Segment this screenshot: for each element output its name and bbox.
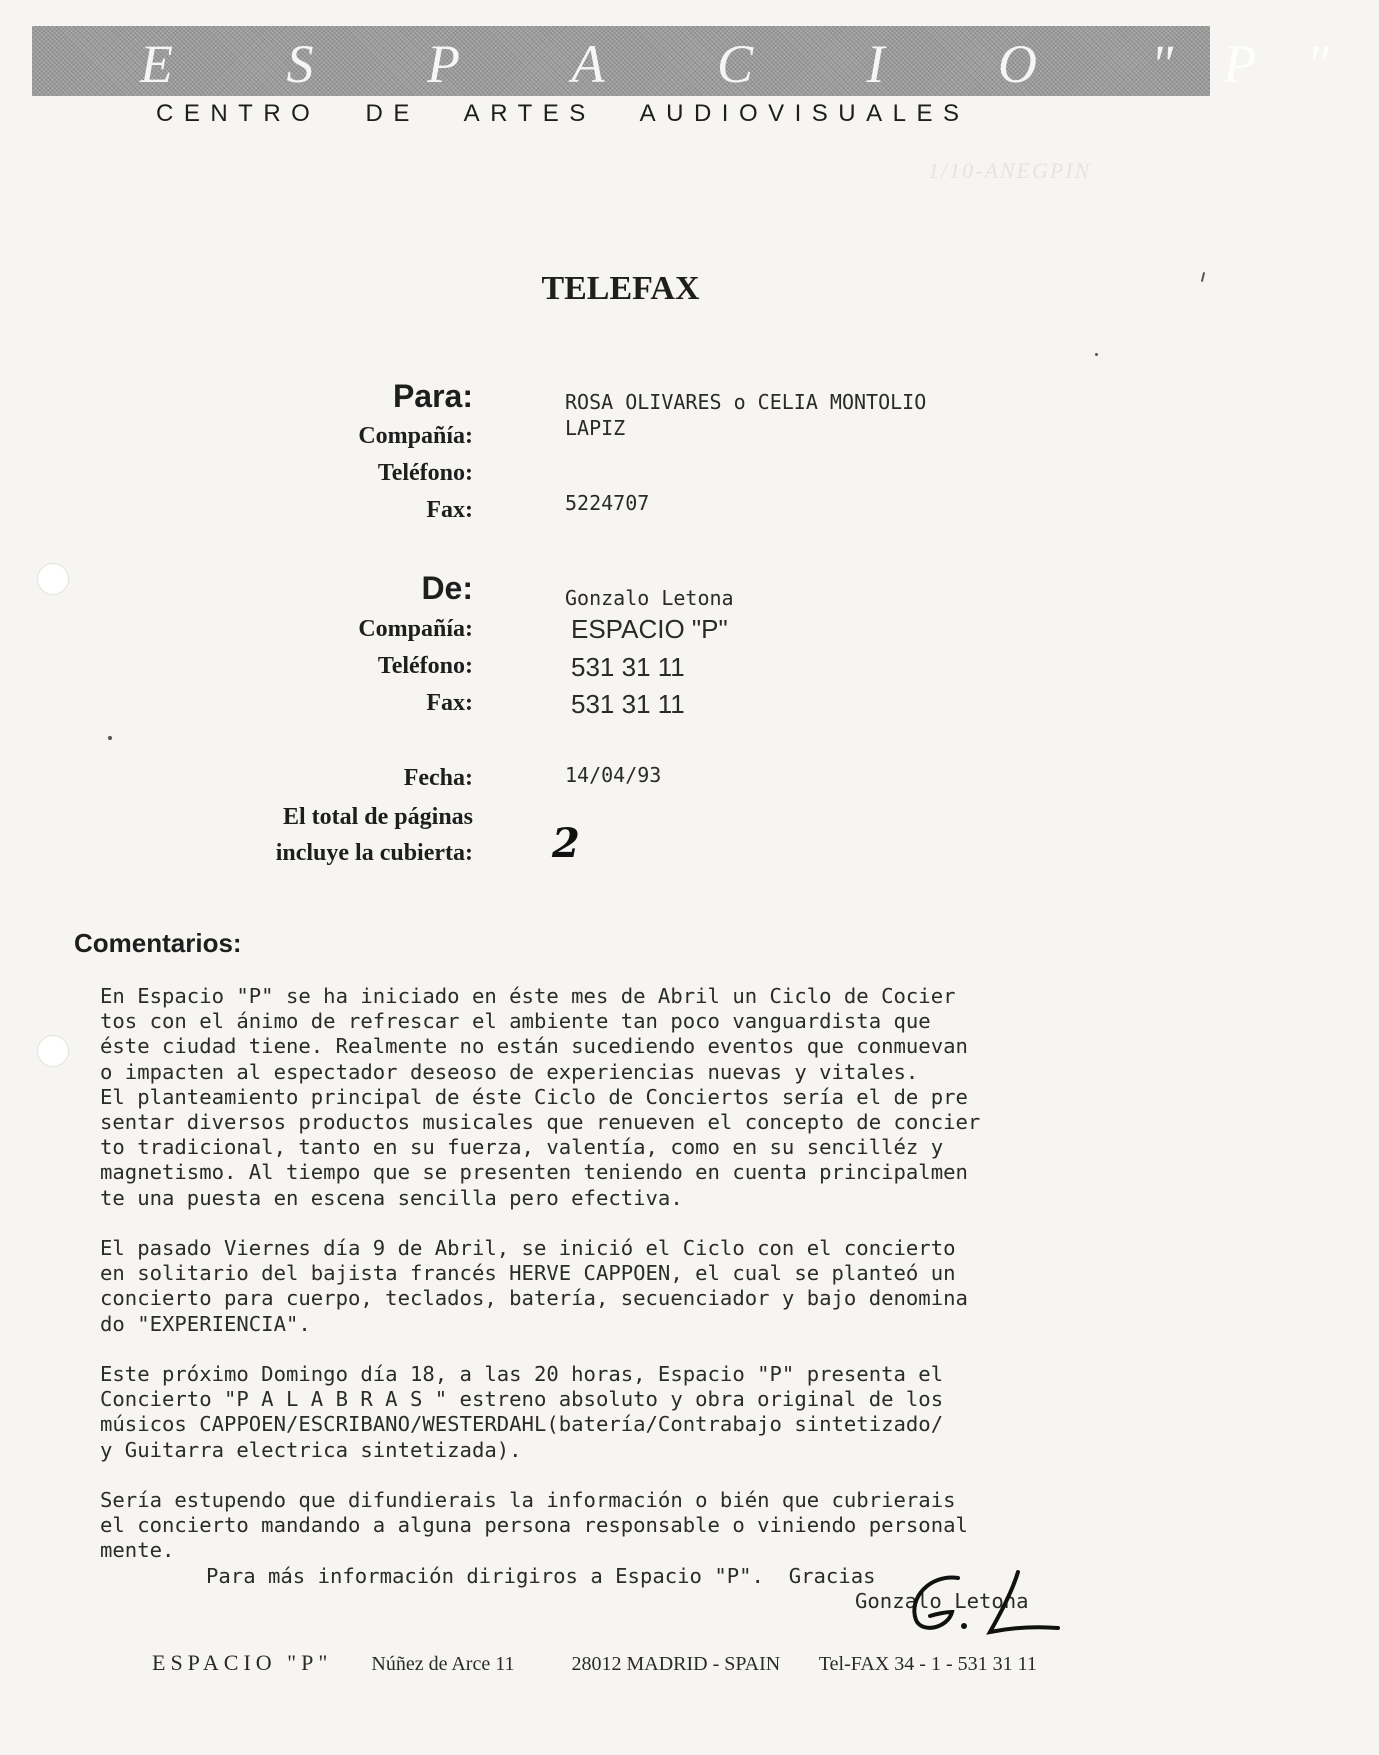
comments-paragraph: En Espacio "P" se ha iniciado en éste mes de Abril un Ciclo de Cocier tos con el ánimo de refrescar el ambiente tan poco vanguardista que éste ciudad tiene. Realmente no están sucediendo eventos que conmuevan o impacten al espectador deseoso de experiencias nuevas y vitales. El planteamiento principal de éste Ciclo de Conciertos sería el de pre sentar diversos productos musicales que renueven el concepto de concier to tradicional, tanto en su fuerza, valentía, como en su sencilléz y magnetismo. Al tiempo que se presenten teniendo en cuenta principalmen te una puesta en escena sencilla pero efectiva. bbox=[100, 984, 981, 1210]
footer-telfax: Tel-FAX 34 - 1 - 531 31 11 bbox=[818, 1653, 1037, 1675]
handwritten-signature bbox=[900, 1568, 1070, 1646]
letterhead-banner-text: E S P A C I O "P" bbox=[140, 34, 1379, 94]
sender-company-label: Compañía: bbox=[358, 616, 473, 642]
punch-hole bbox=[38, 1036, 68, 1066]
faint-handwritten-note: 1/10-ANEGPIN bbox=[928, 158, 1092, 183]
comments-body bbox=[100, 984, 1180, 1614]
recipient-heading: Para: bbox=[392, 378, 473, 414]
comments-paragraph: El pasado Viernes día 9 de Abril, se inició el Ciclo con el concierto en solitario del bajista francés HERVE CAPPOEN, el cual se planteó un concierto para cuerpo, teclados, batería, secuenciador y bajo denomina do "EXPERIENCIA". bbox=[100, 1236, 968, 1336]
footer-name: ESPACIO "P" bbox=[152, 1650, 333, 1675]
recipient-phone-label: Teléfono: bbox=[377, 460, 473, 486]
comments-heading: Comentarios: bbox=[74, 928, 242, 958]
date-value: 14/04/93 bbox=[565, 763, 662, 787]
footer-address: Núñez de Arce 11 bbox=[371, 1653, 515, 1675]
paper-speck bbox=[108, 736, 112, 740]
letterhead-banner bbox=[32, 26, 1379, 96]
date-label: Fecha: bbox=[403, 765, 473, 791]
recipient-fax-label: Fax: bbox=[426, 497, 473, 523]
sender-heading: De: bbox=[421, 570, 473, 606]
sender-phone-label: Teléfono: bbox=[377, 653, 473, 679]
recipient-fax: 5224707 bbox=[565, 491, 650, 515]
letterhead-subtitle: CENTRO DE ARTES AUDIOVISUALES bbox=[156, 100, 970, 127]
paper-speck bbox=[1095, 353, 1098, 356]
footer-city: 28012 MADRID - SPAIN bbox=[571, 1653, 781, 1675]
sender-phone: 531 31 11 bbox=[571, 652, 685, 682]
page-count-label-line2: incluye la cubierta: bbox=[275, 840, 473, 866]
recipient-company-label: Compañía: bbox=[358, 423, 473, 449]
page-count-value: 2 bbox=[552, 820, 580, 867]
sender-name: Gonzalo Letona bbox=[565, 586, 734, 610]
closing-signature-name: Gonzalo Letona bbox=[855, 1588, 1029, 1613]
page-title: TELEFAX bbox=[541, 270, 700, 307]
recipient-company: LAPIZ bbox=[565, 416, 626, 440]
punch-hole bbox=[38, 564, 68, 594]
comments-paragraph: Este próximo Domingo día 18, a las 20 horas, Espacio "P" presenta el Concierto "P A L A B R A S " estreno absoluto y obra original de los músicos CAPPOEN/ESCRIBANO/WESTERDAHL(batería/Contrabajo sintetizado/ y Guitarra electrica sintetizada). bbox=[100, 1362, 944, 1462]
closing-line: Para más información dirigiros a Espacio "P". Gracias bbox=[206, 1563, 876, 1588]
page-count-label-line1: El total de páginas bbox=[282, 804, 473, 830]
comments-paragraph: Sería estupendo que difundierais la información o bién que cubrierais el concierto mandando a alguna persona responsable o viniendo personal mente. bbox=[100, 1488, 968, 1563]
footer bbox=[152, 1650, 1071, 1676]
sender-fax-label: Fax: bbox=[426, 690, 473, 716]
sender-fax: 531 31 11 bbox=[571, 689, 685, 719]
sender-company: ESPACIO "P" bbox=[571, 614, 728, 644]
recipient-name: ROSA OLIVARES o CELIA MONTOLIO bbox=[565, 390, 927, 414]
